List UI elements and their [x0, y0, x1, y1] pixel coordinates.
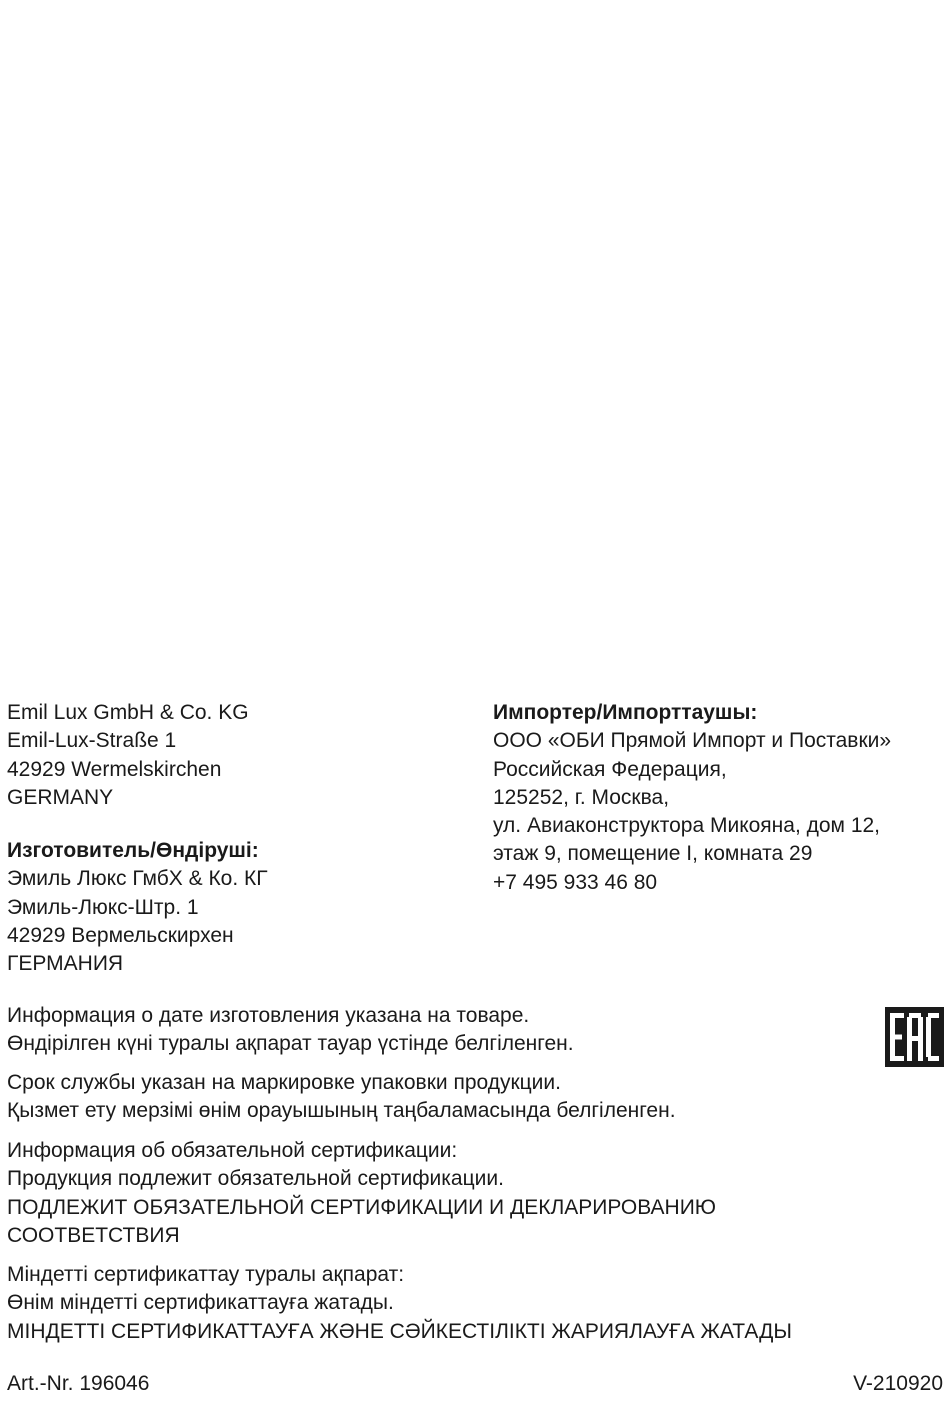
info-line: МІНДЕТТІ СЕРТИФИКАТТАУҒА ЖӘНЕ СӘЙКЕСТІЛІКТІ ЖАРИЯЛАУҒА ЖАТАДЫ [7, 1319, 792, 1343]
certification-info-ru [7, 1137, 716, 1250]
version-code: V-210920 [853, 1372, 943, 1395]
info-line: СООТВЕТСТВИЯ [7, 1223, 180, 1247]
info-line: Продукция подлежит обязательной сертификации. [7, 1167, 504, 1191]
manufacturer-en-line: Emil Lux GmbH & Co. KG [7, 701, 249, 724]
importer-address [493, 699, 891, 897]
importer-line: ул. Авиаконструктора Микояна, дом 12, [493, 814, 881, 838]
manufacturer-ru-line: 42929 Вермельскирхен [7, 923, 234, 947]
importer-phone: +7 495 933 46 80 [493, 870, 658, 894]
manufacturer-heading: Изготовитель/Өндіруші: [7, 839, 259, 862]
manufacturer-en-line: 42929 Wermelskirchen [7, 757, 222, 781]
manufacturer-ru-line: Эмиль Люкс ГмбХ & Ко. КГ [7, 867, 268, 891]
manufacturer-address-ru [7, 837, 268, 978]
info-line: Информация о дате изготовления указана на товаре. [7, 1004, 530, 1027]
importer-line: этаж 9, помещение I, комната 29 [493, 842, 813, 866]
article-number: Art.-Nr. 196046 [7, 1372, 150, 1395]
manufacturer-en-line: GERMANY [7, 785, 114, 809]
eac-certification-mark-icon [885, 1007, 944, 1067]
service-life-info [7, 1069, 676, 1126]
info-line: Өндірілген күні туралы ақпарат тауар үстінде белгіленген. [7, 1032, 574, 1056]
info-line: ПОДЛЕЖИТ ОБЯЗАТЕЛЬНОЙ СЕРТИФИКАЦИИ И ДЕКЛАРИРОВАНИЮ [7, 1195, 717, 1219]
info-line: Срок службы указан на маркировке упаковки продукции. [7, 1071, 561, 1094]
manufacturer-en-line: Emil-Lux-Straße 1 [7, 729, 177, 753]
importer-line: Российская Федерация, [493, 757, 727, 781]
manufacturer-address-en [7, 699, 249, 812]
info-line: Қызмет ету мерзімі өнім орауышының таңбаламасында белгіленген. [7, 1099, 676, 1123]
info-line: Информация об обязательной сертификации: [7, 1139, 458, 1162]
certification-info-kz [7, 1261, 792, 1346]
importer-line: ООО «ОБИ Прямой Импорт и Поставки» [493, 729, 892, 753]
info-line: Өнім міндетті сертификаттауға жатады. [7, 1291, 394, 1315]
manufacturer-ru-line: ГЕРМАНИЯ [7, 952, 124, 976]
manufacture-date-info [7, 1002, 574, 1059]
importer-heading: Импортер/Импорттаушы: [493, 701, 758, 724]
info-line: Міндетті сертификаттау туралы ақпарат: [7, 1263, 405, 1286]
importer-line: 125252, г. Москва, [493, 785, 670, 809]
manufacturer-ru-line: Эмиль-Люкс-Штр. 1 [7, 895, 199, 919]
